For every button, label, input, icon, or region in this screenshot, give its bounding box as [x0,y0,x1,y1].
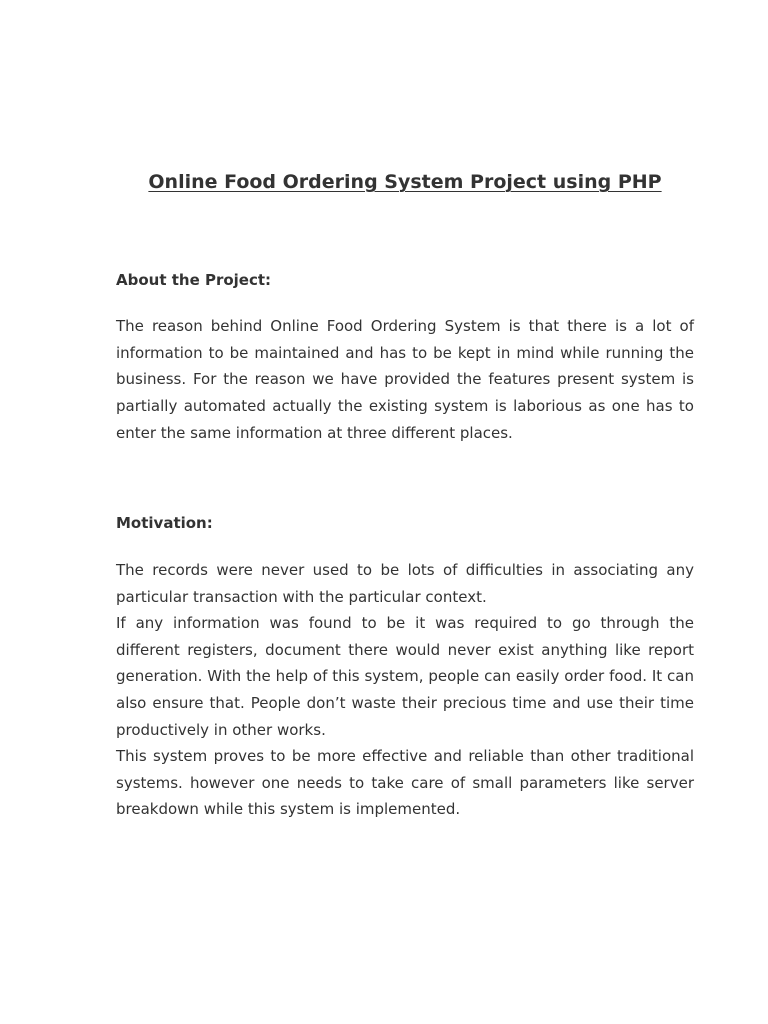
about-paragraph: The reason behind Online Food Ordering System is that there is a lot of information to be maintained and has to be kept in mind while running the business. For the reason we have provided the features present system is partially automated actually the existing system is laborious as one has to enter the same information at three different places. [116,317,694,442]
document-title: Online Food Ordering System Project using PHP [148,171,662,193]
motivation-paragraph-1: The records were never used to be lots of difficulties in associating any particular transaction with the particular context. [116,561,694,606]
motivation-paragraph-3: This system proves to be more effective and reliable than other traditional systems. however one needs to take care of small parameters like server breakdown while this system is implemented. [116,747,694,819]
section-heading-motivation: Motivation: [116,514,213,532]
section-heading-about: About the Project: [116,271,272,289]
motivation-paragraph-2: If any information was found to be it was required to go through the different registers, document there would never exist anything like report generation. With the help of this system, people can easily order food. It can also ensure that. People don’t waste their precious time and use their time productively in other works. [116,614,694,739]
